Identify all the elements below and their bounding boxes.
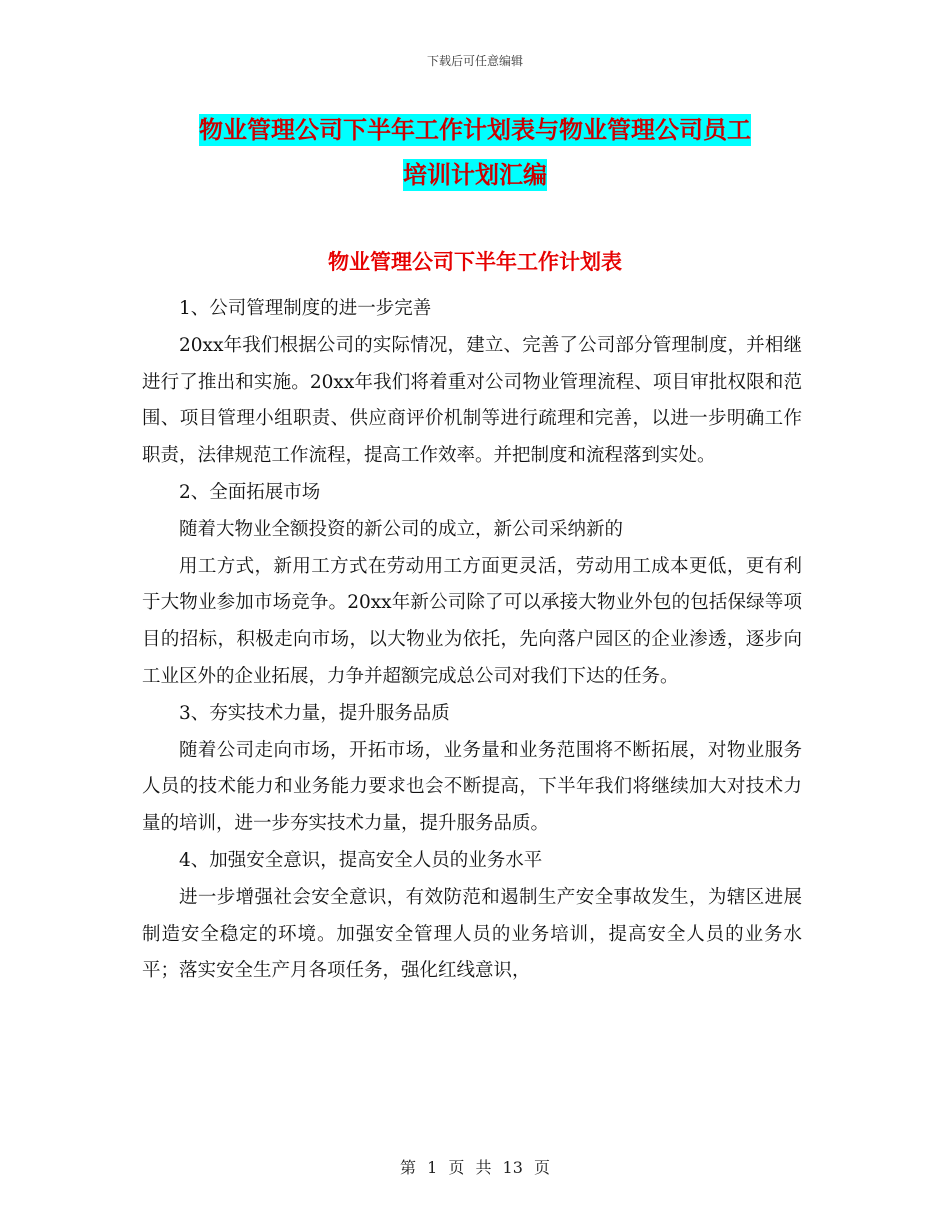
heading-2: 2、全面拓展市场 xyxy=(179,481,321,503)
heading-3: 3、夯实技术力量，提升服务品质 xyxy=(179,702,450,724)
paragraph: 随着大物业全额投资的新公司的成立，新公司采纳新的 xyxy=(179,518,624,540)
title-line-2: 培训计划汇编 xyxy=(403,161,547,189)
paragraph: 随着公司走向市场，开拓市场，业务量和业务范围将不断拓展，对物业服务人员的技术能力和业务能力要求也会不断提高，下半年我们将继续加大对技术力量的培训，进一步夯实技术力量，提升服务品质。 xyxy=(142,739,802,835)
title-line-1: 物业管理公司下半年工作计划表与物业管理公司员工 xyxy=(199,116,751,144)
paragraph: 20xx年我们根据公司的实际情况，建立、完善了公司部分管理制度，并相继进行了推出和实施。20xx年我们将着重对公司物业管理流程、项目审批权限和范围、项目管理小组职责、供应商评价机制等进行疏理和完善，以进一步明确工作职责，法律规范工作流程，提高工作效率。并把制度和流程落到实处。 xyxy=(142,334,802,467)
section-title: 物业管理公司下半年工作计划表 xyxy=(328,250,622,274)
heading-4: 4、加强安全意识，提高安全人员的业务水平 xyxy=(179,849,543,871)
heading-1: 1、公司管理制度的进一步完善 xyxy=(179,298,432,319)
paragraph: 用工方式，新用工方式在劳动用工方面更灵活，劳动用工成本更低，更有利于大物业参加市场竞争。20xx年新公司除了可以承接大物业外包的包括保绿等项目的招标，积极走向市场，以大物业为依托，先向落户园区的企业渗透，逐步向工业区外的企业拓展，力争并超额完成总公司对我们下达的任务。 xyxy=(142,555,802,687)
header-note: 下载后可任意编辑 xyxy=(426,54,523,68)
paragraph: 进一步增强社会安全意识，有效防范和遏制生产安全事故发生，为辖区进展制造安全稳定的环境。加强安全管理人员的业务培训，提高安全人员的业务水平；落实安全生产月各项任务，强化红线意识， xyxy=(142,886,802,982)
document-body xyxy=(142,291,802,990)
document-title xyxy=(140,108,810,198)
page-footer: 第 1 页 共 13 页 xyxy=(400,1158,550,1177)
